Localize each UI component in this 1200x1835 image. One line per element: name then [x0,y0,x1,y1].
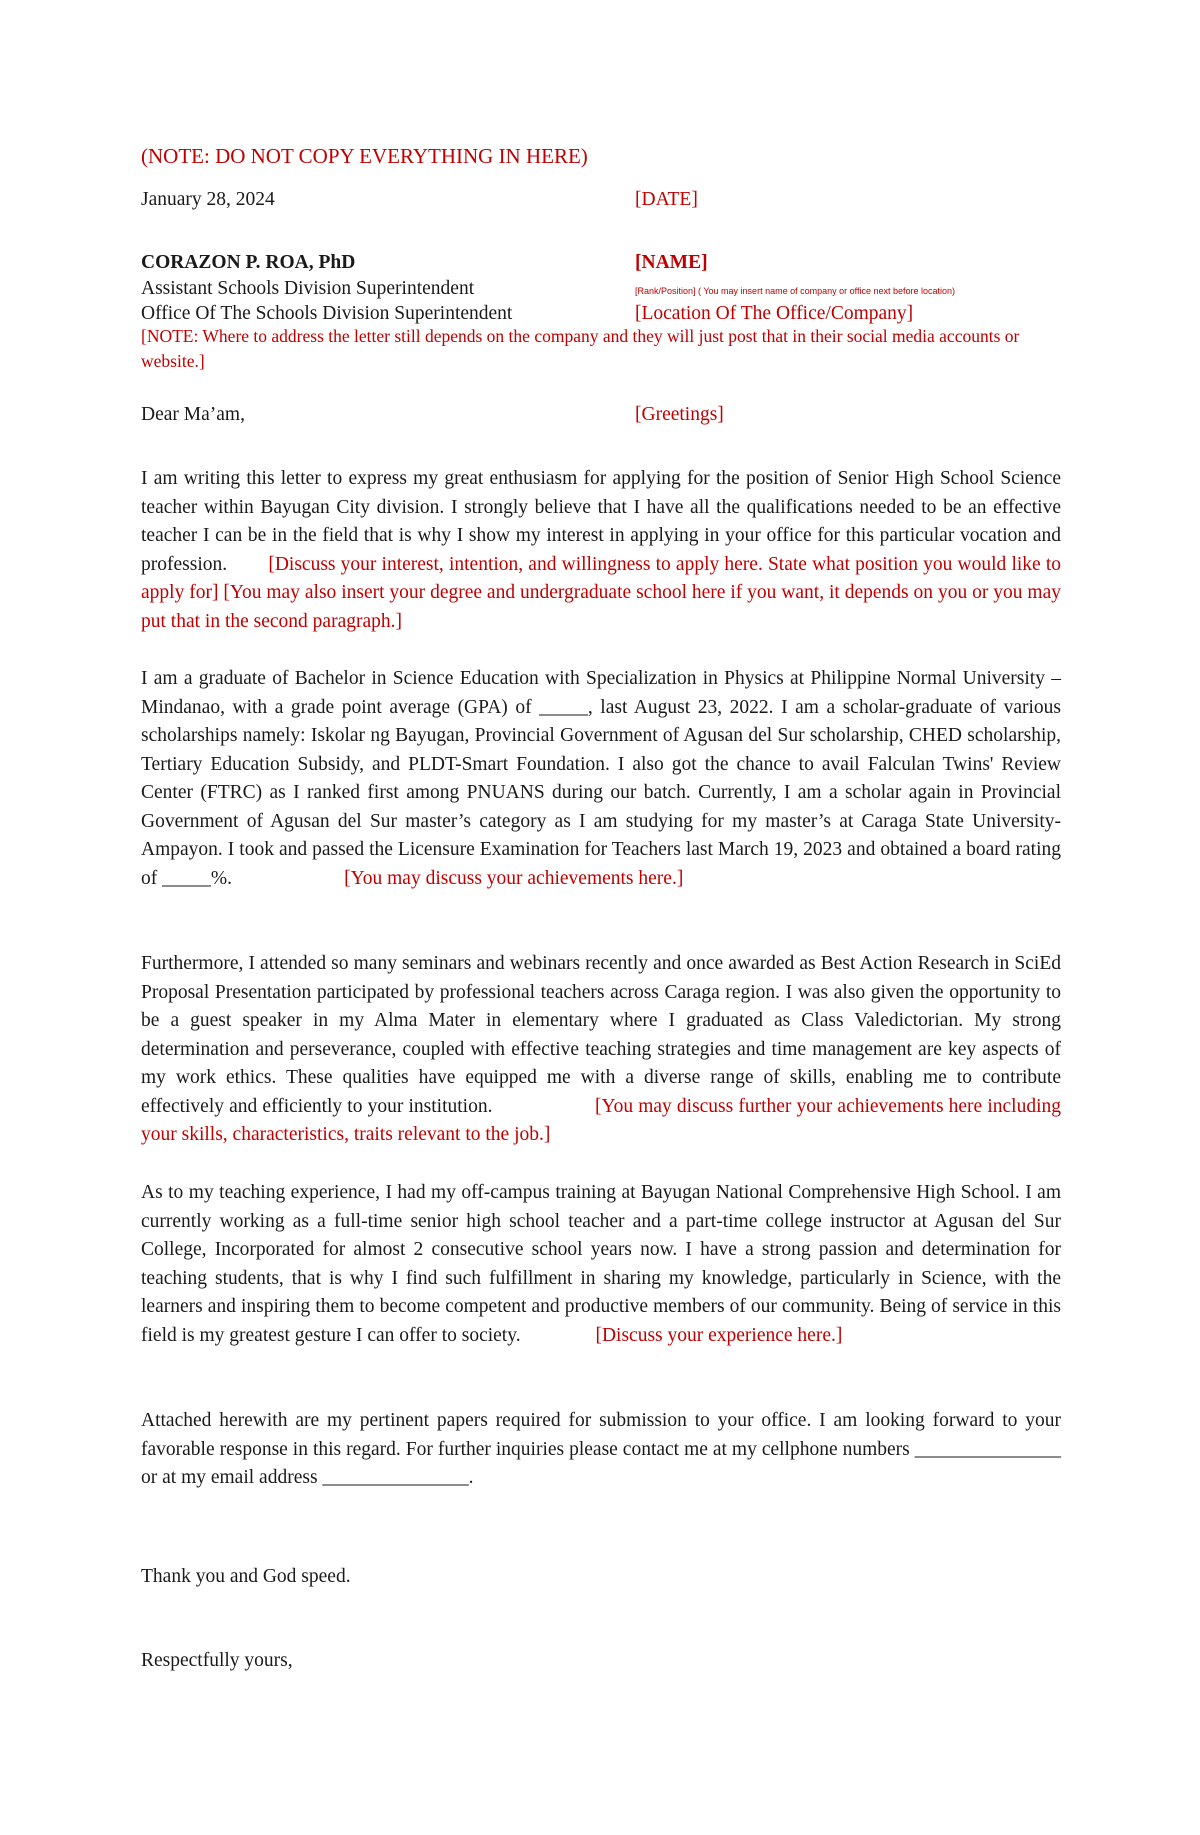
salutation-hint: [Greetings] [635,404,724,425]
paragraph-text: Furthermore, I attended so many seminars and webinars recently and once awarded as Best Action Research in SciEd Proposal Presentation participated by professional teachers across Caraga region. I was also given the opportunity to be a guest speaker in my Alma Mater in elementary where I graduated as Class Valedictorian. My strong determination and perseverance, coupled with effective teaching strategies and time management are key aspects of my work ethics. These qualities have equipped me with a diverse range of skills, enabling me to contribute effectively and efficiently to your institution. [141,953,1061,1117]
paragraph-attachments [141,1407,1061,1493]
paragraph-hint: [Discuss your interest, intention, and willingness to apply here. State what position you would like to apply for] [You may also insert your degree and undergraduate school here if you want, it depends on you or you may put that in the second paragraph.] [141,553,1062,632]
recipient-name-hint: [NAME] [635,252,708,273]
paragraph-hint: [You may discuss your achievements here.] [344,867,684,889]
recipient-position-hint: [Rank/Position] ( You may insert name of company or office next before location) [635,286,956,296]
recipient-office: Office Of The Schools Division Superintendent [141,303,513,324]
paragraph-education [141,665,1061,893]
date-hint: [DATE] [635,189,698,210]
closing-signoff: Respectfully yours, [141,1650,293,1671]
paragraph-text: Attached herewith are my pertinent papers required for submission to your office. I am looking forward to your favorable response in this regard. For further inquiries please contact me at my cellphone numbers _______________ or at my email address _______________. [141,1410,1061,1488]
paragraph-hint: [You may discuss further your achievements here including your skills, characteristics, traits relevant to the job.] [141,1095,1061,1145]
paragraph-interest [141,465,1061,636]
header-note: (NOTE: DO NOT COPY EVERYTHING IN HERE) [141,144,588,168]
closing-thanks: Thank you and God speed. [141,1566,351,1587]
paragraph-text: I am writing this letter to express my great enthusiasm for applying for the position of Senior High School Science teacher within Bayugan City division. I strongly believe that I have all the qualifications needed to be an effective teacher I can be in the field that is why I show my interest in applying in your office for this particular vocation and profession. [141,468,1061,575]
paragraph-text: I am a graduate of Bachelor in Science Education with Specialization in Physics at Philippine Normal University – Mindanao, with a grade point average (GPA) of _____, last August 23, 2022. I am a scholar-graduate of various scholarships namely: Iskolar ng Bayugan, Provincial Government of Agusan del Sur scholarship, CHED scholarship, Tertiary Education Subsidy, and PLDT-Smart Foundation. I also got the chance to avail Falculan Twins' Review Center (FTRC) as I ranked first among PNUANS during our batch. Currently, I am a scholar again in Provincial Government of Agusan del Sur master’s category as I am studying for my master’s at Caraga State University-Ampayon. I took and passed the Licensure Examination for Teachers last March 19, 2023 and obtained a board rating of _____%. [141,668,1061,889]
date-value: January 28, 2024 [141,189,275,210]
recipient-position: Assistant Schools Division Superintendent [141,278,475,299]
address-note: [NOTE: Where to address the letter still depends on the company and they will just post that in their social media accounts or website.] [141,326,1020,371]
salutation: Dear Ma’am, [141,404,245,425]
paragraph-text: As to my teaching experience, I had my off-campus training at Bayugan National Comprehensive High School. I am currently working as a full-time senior high school teacher and a part-time college instructor at Agusan del Sur College, Incorporated for almost 2 consecutive school years now. I have a strong passion and determination for teaching students, that is why I find such fulfillment in sharing my knowledge, particularly in Science, with the learners and inspiring them to become competent and productive members of our community. Being of service in this field is my greatest gesture I can offer to society. [141,1182,1061,1346]
paragraph-achievements [141,950,1061,1150]
paragraph-experience [141,1179,1061,1350]
paragraph-hint: [Discuss your experience here.] [595,1324,843,1346]
recipient-name: CORAZON P. ROA, PhD [141,252,356,273]
recipient-office-hint: [Location Of The Office/Company] [635,303,914,324]
